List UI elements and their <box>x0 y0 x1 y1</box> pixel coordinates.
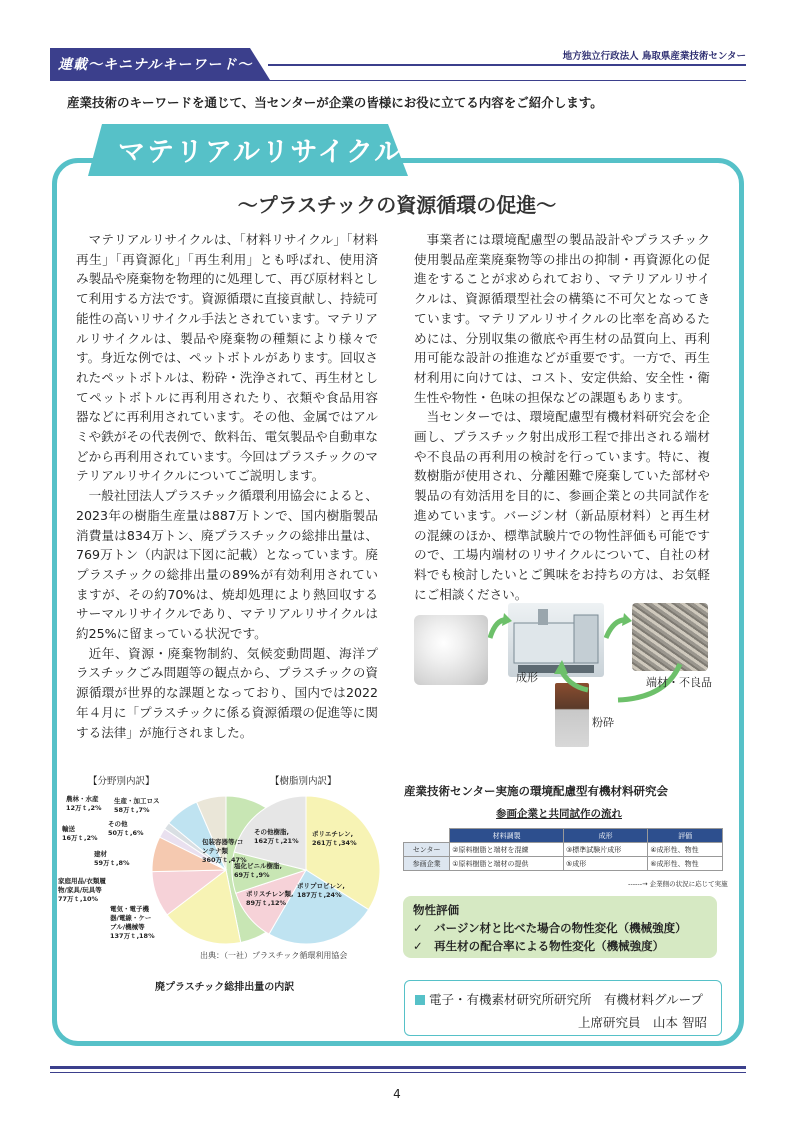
contact-researcher: 上席研究員 山本 智昭 <box>578 1015 707 1030</box>
header-rule-thin <box>50 80 746 81</box>
title-tab <box>88 124 408 176</box>
pie-label: 包装容器等/コ ンテナ類 360万ｔ,47% <box>202 838 247 864</box>
footer-rule <box>50 1066 746 1069</box>
label-scrap: 端材・不良品 <box>646 676 712 689</box>
chart-caption: 廃プラスチック総排出量の内訳 <box>155 982 295 993</box>
flow-header: 材料調製 <box>450 829 564 843</box>
paragraph: 一般社団法人プラスチック循環利用協会によると、2023年の樹脂生産量は887万トンで、国内樹脂製品消費量は834万トン、廃プラスチックの総排出量は、769万トン（内訳は下図に記載）となっています。廃プラスチックの総排出量の89%が有効利用されていますが、その約70%は、焼却処理により熱回収するサーマルリサイクルであり、マテリアルリサイクルは約25%に留まっている状況です。 <box>76 488 378 642</box>
contact-group-text: 電子・有機素材研究所研究所 有機材料グループ <box>429 992 704 1007</box>
resin-pellets-photo <box>414 615 488 685</box>
label-molding: 成形 <box>516 671 538 684</box>
pie-label: ポリスチレン類, 89万ｔ,12% <box>246 890 294 907</box>
pie-label: 輸送 16万ｔ,2% <box>62 825 98 842</box>
pie-label: ポリエチレン, 261万ｔ,34% <box>312 830 357 847</box>
pie-label: 塩化ビニル樹脂, 69万ｔ,9% <box>234 862 282 879</box>
right-column <box>414 230 710 604</box>
footer-rule-thin <box>50 1072 746 1073</box>
evaluation-title: 物性評価 <box>413 903 459 917</box>
flow-header: 成形 <box>563 829 647 843</box>
evaluation-box <box>403 896 717 958</box>
pie-label: その他 50万ｔ,6% <box>108 820 144 837</box>
pie-label: 建材 59万ｔ,8% <box>94 850 130 867</box>
arrow-to-scrap-icon <box>604 612 634 642</box>
chart-title-resin: 【樹脂別内訳】 <box>270 776 337 787</box>
paragraph: 事業者には環境配慮型の製品設計やプラスチック使用製品産業廃棄物等の排出の抑制・再資源化の促進をすることが求められており、マテリアルリサイクルは、資源循環型社会の構築に不可欠となってきています。マテリアルリサイクルの比率を高めるためには、分別収集の徹底や再生材の品質向上、再利用可能な設計の推進などが重要です。一方で、再生材利用に向けては、コスト、安定供給、安全性・衛生性や物性・色味の担保などの課題もあります。 <box>414 232 710 405</box>
evaluation-item: ✓ バージン材と比べた場合の物性変化（機械強度） <box>413 921 687 935</box>
flow-row-label: 参画企業 <box>404 857 450 871</box>
series-tab <box>50 48 270 80</box>
flow-note: ------→ 企業側の状況に応じて実施 <box>628 880 728 888</box>
square-bullet-icon <box>415 995 425 1005</box>
page-number: 4 <box>393 1087 401 1101</box>
flow-cell: ③標準試験片成形 <box>563 843 647 857</box>
header-rule <box>268 64 746 66</box>
chart-title-field: 【分野別内訳】 <box>88 776 155 787</box>
arrow-to-machine-icon <box>488 612 512 642</box>
evaluation-item: ✓ 再生材の配合率による物性変化（機械強度） <box>413 939 665 953</box>
article-title: マテリアルリサイクル <box>118 137 404 168</box>
pie-label: 農林・水産 12万ｔ,2% <box>66 795 102 812</box>
label-crushing: 粉砕 <box>592 716 614 729</box>
left-column <box>76 230 378 742</box>
series-label: 連載～キニナルキーワード～ <box>58 57 253 73</box>
pie-label: 電気・電子機 器/電線・ケー ブル/機械等 137万ｔ,18% <box>110 905 155 940</box>
research-subtitle: 参画企業と共同試作の流れ <box>496 808 622 820</box>
pie-label: 生産・加工ロス 58万ｔ,7% <box>114 797 160 814</box>
article-subtitle: ～プラスチックの資源循環の促進～ <box>237 193 557 217</box>
pie-label: 家庭用品/衣類履 物/家具/玩具等 77万ｔ,10% <box>58 877 106 903</box>
paragraph: 当センターでは、環境配慮型有機材料研究会を企画し、プラスチック射出成形工程で排出される端材や不良品の再利用の検討を行っています。特に、複数樹脂が使用され、分離困難で廃棄していた部材や製品の有効活用を目的に、参画企業との共同試作を進めています。バージン材（新品原材料）と再生材の混練のほか、標準試験片での物性評価も可能ですので、工場内端材のリサイクルについて、自社の材料でも検討したいとご興味をお持ちの方は、お気軽にご相談ください。 <box>414 409 710 602</box>
flow-cell: ①原料樹脂と端材の提供 <box>450 857 564 871</box>
intro-text: 産業技術のキーワードを通じて、当センターが企業の皆様にお役に立てる内容をご紹介します。 <box>67 95 603 110</box>
contact-group <box>415 990 703 1008</box>
chart-source: 出典：（一社）プラスチック循環利用協会 <box>200 951 348 960</box>
flow-row-label: センター <box>404 843 450 857</box>
flow-cell: ②原料樹脂と端材を混練 <box>450 843 564 857</box>
flow-cell: ⑥成形性、物性 <box>648 857 723 871</box>
research-title: 産業技術センター実施の環境配慮型有機材料研究会 <box>404 784 669 798</box>
organization-name: 地方独立行政法人 鳥取県産業技術センター <box>562 51 746 62</box>
contact-box <box>404 980 722 1036</box>
pie-label: ポリプロピレン, 187万ｔ,24% <box>297 882 345 899</box>
pie-label: その他樹脂, 162万ｔ,21% <box>254 828 299 845</box>
flow-cell: ⑤成形 <box>563 857 647 871</box>
flow-cell: ④成形性、物性 <box>648 843 723 857</box>
paragraph: マテリアルリサイクルは、「材料リサイクル」「材料再生」「再資源化」「再生利用」とも呼ばれ、使用済み製品や廃棄物を物理的に処理して、再び原材料として利用する方法です。資源循環に直接貢献し、持続可能性の高いリサイクル手法とされています。マテリアルリサイクルは、製品や廃棄物の種類により様々です。身近な例では、ペットボトルがあります。回収されたペットボトルは、粉砕・洗浄されて、再生材としてペットボトルに再利用されたり、衣類や食品用容器などに再利用されています。その他、金属ではアルミや鉄がその代表例で、飲料缶、電気製品や自動車などから再利用されています。今回はプラスチックのマテリアルリサイクルについてご説明します。 <box>76 232 378 484</box>
flow-header: 評価 <box>648 829 723 843</box>
paragraph: 近年、資源・廃棄物制約、気候変動問題、海洋プラスチックごみ問題等の観点から、プラスチックの資源循環が世界的な課題となっており、国内では2022年４月に「プラスチックに係る資源循環の促進等に関する法律」が施行されました。 <box>76 645 378 740</box>
